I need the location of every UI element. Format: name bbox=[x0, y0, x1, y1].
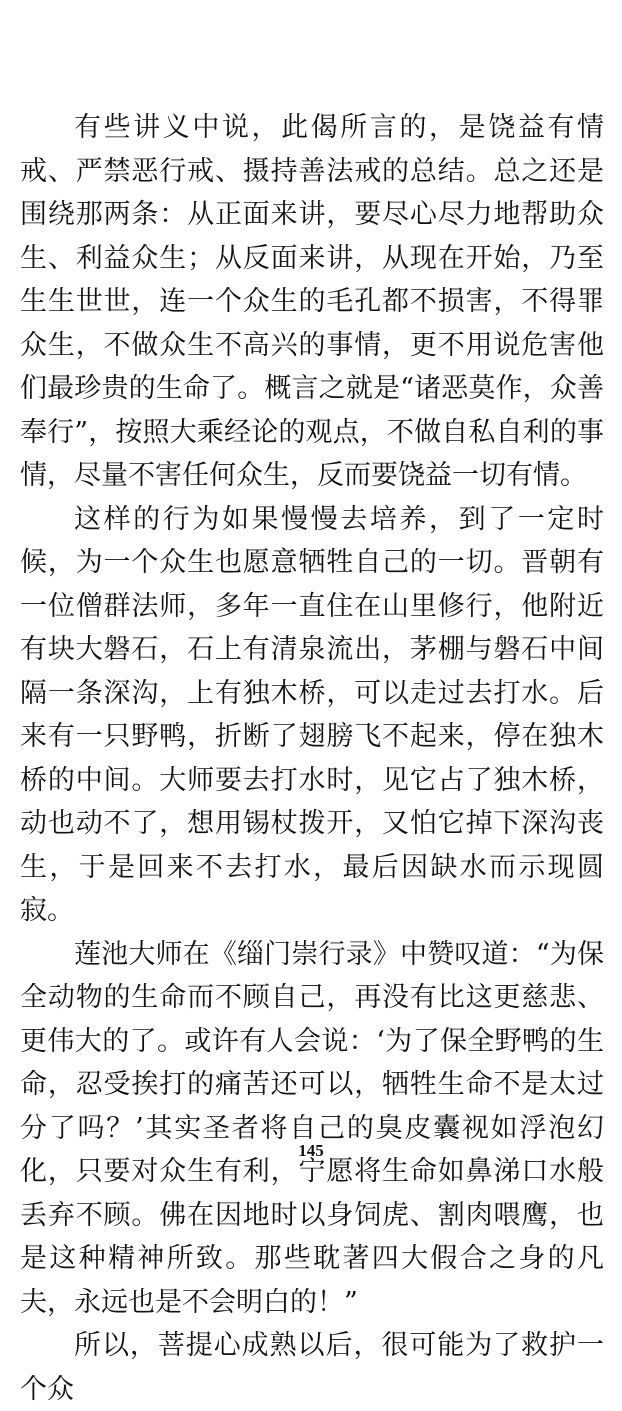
page-number: 145 bbox=[298, 1141, 324, 1160]
body-text bbox=[20, 106, 604, 1411]
paragraph-2: 这样的行为如果慢慢去培养，到了一定时候，为一个众生也愿意牺牲自己的一切。晋朝有一位僧群法师，多年一直住在山里修行，他附近有块大磐石，石上有清泉流出，茅棚与磐石中间隔一条深沟，上有独木桥，可以走过去打水。后来有一只野鸭，折断了翅膀飞不起来，停在独木桥的中间。大师要去打水时，见它占了独木桥，动也动不了，想用锡杖拨开，又怕它掉下深沟丧生，于是回来不去打水，最后因缺水而示现圆寂。 bbox=[20, 503, 604, 926]
paragraph-4: 所以，菩提心成熟以后，很可能为了救护一个众 bbox=[20, 1330, 604, 1405]
paragraph-1: 有些讲义中说，此偈所言的，是饶益有情戒、严禁恶行戒、摄持善法戒的总结。总之还是围绕那两条：从正面来讲，要尽心尽力地帮助众生、利益众生；从反面来讲，从现在开始，乃至生生世世，连一个众生的毛孔都不损害，不得罪众生，不做众生不高兴的事情，更不用说危害他们最珍贵的生命了。概言之就是“诸恶莫作，众善奉行”，按照大乘经论的观点，不做自私自利的事情，尽量不害任何众生，反而要饶益一切有情。 bbox=[20, 112, 604, 491]
paragraph-3: 莲池大师在《缁门崇行录》中赞叹道：“为保全动物的生命而不顾自己，再没有比这更慈悲、更伟大的了。或许有人会说：‘为了保全野鸭的生命，忍受挨打的痛苦还可以，牺牲生命不是太过分了吗？’其实圣者将自己的臭皮囊视如浮泡幻化，只要对众生有利，宁愿将生命如鼻涕口水般丢弃不顾。佛在因地时以身饲虎、割肉喂鹰，也是这种精神所致。那些耽著四大假合之身的凡夫，永远也是不会明白的！” bbox=[20, 938, 604, 1318]
